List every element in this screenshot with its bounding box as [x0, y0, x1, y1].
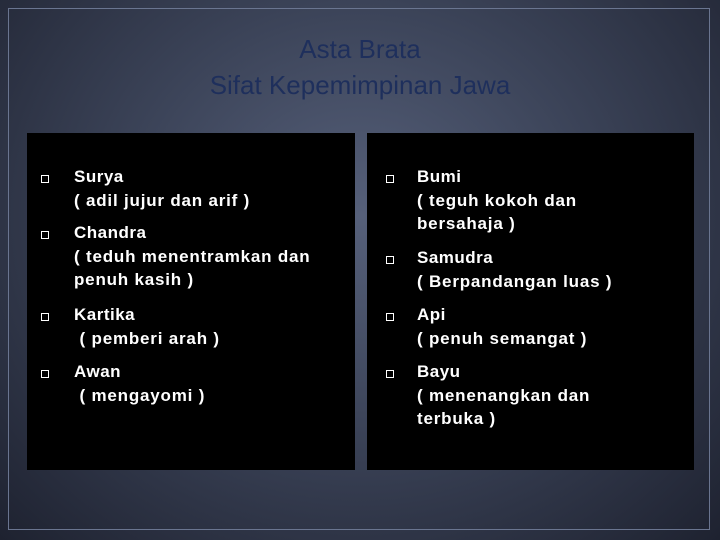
list-item-bumi: [417, 165, 647, 236]
list-item-awan: [74, 360, 344, 407]
list-item-bayu: [417, 360, 647, 431]
square-bullet-icon: [41, 313, 49, 321]
list-item-api: [417, 303, 687, 350]
item-label: Awan: [74, 362, 122, 381]
item-description: ( mengayomi ): [74, 385, 206, 405]
slide-subtitle: Sifat Kepemimpinan Jawa: [209, 70, 511, 100]
item-label: Api: [417, 305, 446, 324]
item-description: ( adil jujur dan arif ): [74, 190, 251, 210]
item-description: ( teguh kokoh dan bersahaja ): [417, 190, 577, 233]
item-label: Bayu: [417, 362, 461, 381]
list-item-chandra: [74, 221, 344, 292]
square-bullet-icon: [41, 231, 49, 239]
square-bullet-icon: [386, 256, 394, 264]
list-item-surya: [74, 165, 344, 212]
square-bullet-icon: [386, 370, 394, 378]
slide-title: Asta Brata: [299, 34, 421, 64]
left-panel: [27, 133, 355, 470]
item-label: Chandra: [74, 223, 147, 242]
square-bullet-icon: [386, 175, 394, 183]
right-panel: [367, 133, 694, 470]
item-label: Surya: [74, 167, 124, 186]
item-description: ( menenangkan dan terbuka ): [417, 385, 591, 428]
item-label: Bumi: [417, 167, 462, 186]
item-label: Samudra: [417, 248, 494, 267]
list-item-samudra: [417, 246, 687, 293]
item-description: ( penuh semangat ): [417, 328, 588, 348]
item-description: ( Berpandangan luas ): [417, 271, 613, 291]
item-description: ( teduh menentramkan dan penuh kasih ): [74, 246, 311, 289]
item-label: Kartika: [74, 305, 136, 324]
item-description: ( pemberi arah ): [74, 328, 220, 348]
square-bullet-icon: [41, 370, 49, 378]
square-bullet-icon: [41, 175, 49, 183]
square-bullet-icon: [386, 313, 394, 321]
list-item-kartika: [74, 303, 344, 350]
